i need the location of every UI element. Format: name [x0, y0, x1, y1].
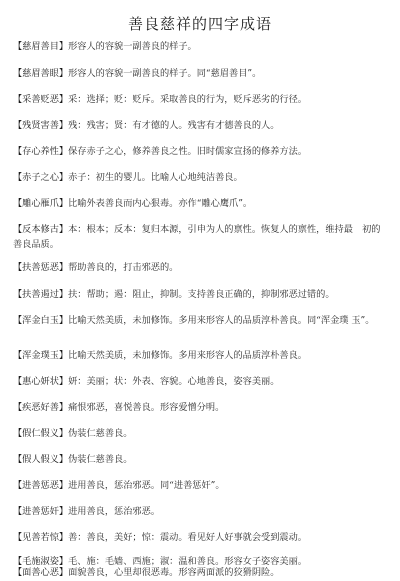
idiom-term: 【面善心恶】: [13, 567, 69, 578]
idiom-definition: 帮助善良的，打击邪恶的。: [68, 262, 179, 273]
idiom-definition: 扶：帮助；遏：阻止，抑制。支持善良正确的，抑制邪恶过错的。: [68, 289, 335, 300]
idiom-entry: [13, 479, 387, 494]
idiom-entry: [13, 288, 387, 303]
idiom-entry: [13, 93, 387, 108]
idiom-term: 【浑金璞玉】: [13, 350, 69, 361]
idiom-definition: 进用善良，惩治邪恶。: [68, 506, 160, 517]
idiom-term: 【毛施淑姿】: [13, 556, 69, 567]
idiom-term: 【见善若惊】: [13, 532, 69, 543]
idiom-definition: 伪装仁慈善良。: [68, 454, 133, 465]
idiom-entry: [13, 531, 387, 546]
idiom-definition: 比喻天然美质，未加修饰。多用来形容人的品质淳朴善良。: [68, 350, 307, 361]
idiom-definition: 采：选择；贬：贬斥。采取善良的行为，贬斥恶劣的行径。: [68, 94, 307, 105]
idiom-entry: [13, 119, 387, 134]
idiom-term: 【雕心雁爪】: [13, 198, 69, 209]
idiom-term: 【浑金白玉】: [13, 315, 69, 326]
idiom-term: 【扶善惩恶】: [13, 262, 69, 273]
idiom-entry: [13, 349, 387, 364]
page-title: 善良慈祥的四字成语: [127, 15, 272, 33]
idiom-definition: 痛恨邪恶，喜悦善良。形容爱憎分明。: [68, 402, 225, 413]
idiom-entry: [13, 505, 387, 520]
idiom-term: 【进善惩恶】: [13, 480, 69, 491]
idiom-entry: [13, 566, 387, 581]
idiom-entry: [13, 453, 387, 468]
idiom-term: 【疾恶好善】: [13, 402, 69, 413]
idiom-definition: 进用善良，惩治邪恶。同“进善惩奸”。: [68, 480, 225, 491]
idiom-definition: 比喻外表善良而内心狠毒。亦作“雕心鹰爪”。: [68, 198, 253, 209]
idiom-term: 【扶善遏过】: [13, 289, 69, 300]
idiom-entry: [13, 67, 387, 82]
idiom-definition: 伪装仁慈善良。: [68, 428, 133, 439]
idiom-definition: 残：残害；贤：有才德的人。残害有才德善良的人。: [68, 120, 280, 131]
idiom-term: 【反本修古】: [13, 224, 69, 235]
idiom-term: 【慈眉善眼】: [13, 68, 69, 79]
idiom-entry: [13, 401, 387, 416]
idiom-definition: 保存赤子之心，修养善良之性。旧时儒家宣扬的修养方法。: [68, 146, 307, 157]
idiom-entry: [13, 145, 387, 160]
idiom-term: 【残贤害善】: [13, 120, 69, 131]
idiom-entry: [13, 261, 387, 276]
idiom-term: 【赤子之心】: [13, 172, 69, 183]
idiom-entry: [13, 171, 387, 186]
idiom-entry: [13, 375, 387, 390]
idiom-term: 【假仁假义】: [13, 428, 69, 439]
idiom-definition: 形容人的容貌一副善良的样子。同“慈眉善目”。: [68, 68, 262, 79]
idiom-entry: [13, 223, 387, 252]
idiom-term: 【假人假义】: [13, 454, 69, 465]
idiom-entry: [13, 314, 387, 329]
idiom-definition: 妍：美丽；状：外表、容貌。心地善良，姿容美丽。: [68, 376, 280, 387]
idiom-term: 【进善惩奸】: [13, 506, 69, 517]
idiom-definition: 本：根本；反本：复归本源，引申为人的禀性。恢复人的禀性，维持最 初的善良品质。: [13, 224, 381, 250]
idiom-term: 【慈眉善目】: [13, 41, 69, 52]
idiom-term: 【采善贬恶】: [13, 94, 69, 105]
idiom-definition: 毛、施：毛嫱、西施；淑：温和善良。形容女子姿容美丽。: [68, 556, 307, 567]
idiom-entry: [13, 427, 387, 442]
idiom-entry: [13, 197, 387, 212]
idiom-definition: 比喻天然美质，未加修饰。多用来形容人的品质淳朴善良。同“浑金璞 玉”。: [68, 315, 375, 326]
idiom-entry: [13, 40, 387, 55]
idiom-term: 【惠心妍状】: [13, 376, 69, 387]
idiom-definition: 面貌善良，心里却很恶毒。形容两面派的狡猾阴险。: [68, 567, 280, 578]
idiom-definition: 赤子：初生的婴儿。比喻人心地纯洁善良。: [68, 172, 243, 183]
idiom-definition: 善：善良，美好；惊：震动。看见好人好事就会受到震动。: [68, 532, 307, 543]
idiom-definition: 形容人的容貌一副善良的样子。: [68, 41, 197, 52]
idiom-term: 【存心养性】: [13, 146, 69, 157]
